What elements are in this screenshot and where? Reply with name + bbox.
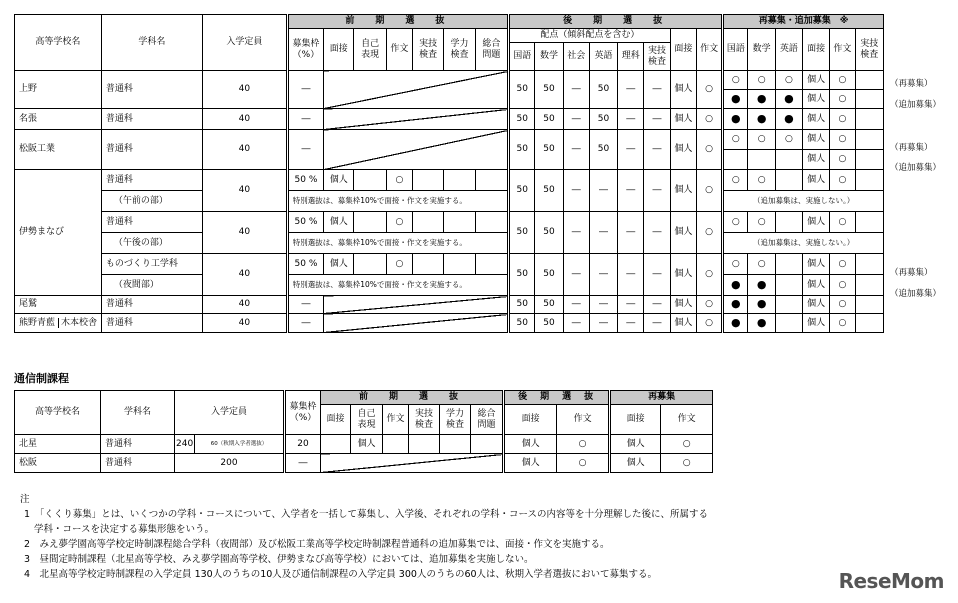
dept-name: 普通科: [101, 170, 202, 191]
diagonal-cell: [324, 109, 509, 130]
header-re-col: 面接: [803, 29, 830, 71]
note-1b: 学科・コースを決定する募集形態をいう。: [34, 524, 215, 535]
school-name: 熊野青藍 木本校舎: [15, 314, 102, 333]
school-name: 尾鷲: [15, 296, 102, 314]
score: ―: [563, 109, 589, 130]
tsuika-mark: [855, 90, 883, 109]
side-label-re: （再募集）: [890, 268, 933, 278]
re-mark: ○: [775, 130, 802, 150]
capacity: 40: [202, 170, 287, 212]
sakubun: ○: [696, 109, 722, 130]
special-note: 特別選抜は、募集枠10%で面接・作文を実施する。: [287, 191, 508, 212]
score: 50: [589, 130, 617, 170]
quota: ―: [287, 314, 323, 333]
capacity: 40: [202, 296, 287, 314]
re-mark: ○: [748, 170, 775, 191]
capacity: 40: [202, 212, 287, 254]
dept-name: 普通科: [101, 212, 202, 233]
tsuika-mark: [855, 109, 883, 130]
quota: 50 %: [287, 170, 323, 191]
zenki-mensetsu: 個人: [324, 254, 354, 275]
score: ―: [618, 296, 644, 314]
zenki-cell: [413, 170, 444, 191]
header-zenki-col: 面接: [324, 29, 354, 71]
tsuika-mark: ●: [775, 90, 802, 109]
header-kouki-subject: 英語: [589, 43, 617, 71]
re-mark: [855, 212, 883, 233]
mensetsu: 個人: [670, 109, 696, 130]
re-mark: ○: [830, 254, 855, 275]
re-mark: ○: [723, 71, 748, 90]
tsuika-mark: ●: [748, 314, 775, 333]
tsuika-mark: 個人: [803, 109, 830, 130]
school-name: 松阪: [15, 454, 101, 473]
header-zenki-col: 総合 問題: [471, 405, 504, 435]
zenki-cell: [440, 435, 471, 454]
diagonal-cell: [324, 130, 509, 170]
sakubun: ○: [696, 296, 722, 314]
re-mark: 個人: [803, 130, 830, 150]
dept-name: 普通科: [101, 435, 175, 454]
re-mark: 個人: [803, 71, 830, 90]
note-3: 3 昼間定時制課程（北星高等学校、みえ夢学園高等学校、伊勢まなび高等学校）においては、追加募集を実施しない。: [24, 554, 534, 565]
header-kouki-subject: 実技 検査: [644, 43, 670, 71]
score: ―: [618, 212, 644, 254]
zenki-cell: [354, 170, 386, 191]
score: ―: [644, 212, 670, 254]
score: 50: [509, 212, 535, 254]
header-zenki-col: 自己 表現: [354, 29, 386, 71]
zenki-cell: [475, 212, 508, 233]
header-kouki-subject: 社会: [563, 43, 589, 71]
header-capacity: 入学定員: [175, 391, 285, 435]
score: 50: [509, 170, 535, 212]
score: 50: [535, 212, 563, 254]
zenki-sakubun: ○: [386, 170, 412, 191]
header-dept: 学科名: [101, 391, 175, 435]
kouki-mensetsu: 個人: [504, 454, 557, 473]
quota: 20: [285, 435, 321, 454]
special-note: 特別選抜は、募集枠10%で面接・作文を実施する。: [287, 233, 508, 254]
score: ―: [589, 170, 617, 212]
zenki-jiko: 個人: [351, 435, 383, 454]
mensetsu: 個人: [670, 212, 696, 254]
header-zenki-col: 作文: [386, 29, 412, 71]
score: ―: [563, 130, 589, 170]
header-kouki: 後 期 選 抜: [509, 15, 723, 29]
re-mark: ○: [748, 130, 775, 150]
side-label-tsuika: （追加募集）: [890, 100, 942, 110]
mensetsu: 個人: [670, 296, 696, 314]
re-mark: ○: [748, 71, 775, 90]
re-mark: ○: [775, 71, 802, 90]
note-4: 4 北星高等学校定時制課程の入学定員 130人のうちの10人及び通信制課程の入学定員 300人のうちの60人は、秋期入学者選抜において募集する。: [24, 569, 658, 580]
tsushin-table: [14, 390, 713, 473]
header-zenki-col: 面接: [321, 405, 351, 435]
zenki-cell: [475, 170, 508, 191]
tsuika-mark: 個人: [803, 90, 830, 109]
header-re-mensetsu: 面接: [610, 405, 661, 435]
capacity: 240: [175, 435, 195, 454]
main-admission-table: [14, 14, 884, 333]
zenki-cell: [413, 212, 444, 233]
re-mark: ○: [830, 212, 855, 233]
tsuika-mark: ●: [775, 109, 802, 130]
header-kouki-subject: 数学: [535, 43, 563, 71]
header-zenki-col: 学力 検査: [444, 29, 475, 71]
side-label-re: （再募集）: [890, 143, 933, 153]
re-mark: ○: [830, 71, 855, 90]
score: ―: [618, 314, 644, 333]
quota: ―: [287, 109, 323, 130]
tsuika-mark: ●: [723, 296, 748, 314]
score: ―: [644, 109, 670, 130]
footnotes: [20, 492, 708, 582]
quota: 50 %: [287, 212, 323, 233]
dept-name: 普通科: [101, 314, 202, 333]
score: 50: [589, 71, 617, 109]
tsuika-mark: [855, 275, 883, 296]
score: ―: [618, 109, 644, 130]
resemom-logo: ReseMom: [838, 569, 944, 593]
tsuika-mark: [775, 314, 802, 333]
score: ―: [644, 254, 670, 296]
capacity: 200: [175, 454, 285, 473]
no-tsuika-note: （追加募集は、実施しない。）: [723, 191, 884, 212]
score: ―: [589, 314, 617, 333]
capacity: 40: [202, 130, 287, 170]
tsuika-mark: ○: [830, 90, 855, 109]
score: ―: [563, 254, 589, 296]
kouki-sakubun: ○: [557, 435, 610, 454]
quota: 50 %: [287, 254, 323, 275]
header-zenki-col: 学力 検査: [440, 405, 471, 435]
zenki-cell: [321, 435, 351, 454]
sakubun: ○: [696, 314, 722, 333]
score: ―: [563, 314, 589, 333]
side-label-tsuika: （追加募集）: [890, 163, 942, 173]
re-mark: ○: [723, 212, 748, 233]
mensetsu: 個人: [670, 170, 696, 212]
re-mark: ○: [748, 254, 775, 275]
score: ―: [618, 170, 644, 212]
tsuika-mark: ●: [723, 90, 748, 109]
dept-name: 普通科: [101, 130, 202, 170]
re-mark: ○: [830, 170, 855, 191]
tsuika-mark: 個人: [803, 150, 830, 170]
header-quota: 募集枠 （%）: [285, 391, 321, 435]
header-zenki-col: 自己 表現: [351, 405, 383, 435]
note-2: 2 みえ夢学園高等学校定時制課程総合学科（夜間部）及び松阪工業高等学校定時制課程普通科の追加募集では、面接・作文を実施する。: [24, 539, 610, 550]
re-sakubun: ○: [661, 454, 713, 473]
header-quota: 募集枠 （%）: [287, 29, 323, 71]
section-title: 通信制課程: [14, 372, 69, 385]
tsuika-mark: [855, 314, 883, 333]
zenki-cell: [354, 212, 386, 233]
zenki-cell: [383, 435, 409, 454]
header-re-col: 作文: [830, 29, 855, 71]
sakubun: ○: [696, 130, 722, 170]
school-name: 名張: [15, 109, 102, 130]
re-mark: [855, 254, 883, 275]
quota: ―: [287, 130, 323, 170]
zenki-sakubun: ○: [386, 212, 412, 233]
header-kouki-subject: 理科: [618, 43, 644, 71]
score: 50: [509, 109, 535, 130]
dept-name: ものづくり工学科: [101, 254, 202, 275]
score: ―: [563, 212, 589, 254]
tsuika-mark: [775, 296, 802, 314]
sakubun: ○: [696, 170, 722, 212]
tsuika-mark: ●: [748, 296, 775, 314]
header-kouki-sakubun: 作文: [557, 405, 610, 435]
zenki-cell: [409, 435, 440, 454]
notes-label: 注: [20, 494, 30, 505]
mensetsu: 個人: [670, 71, 696, 109]
zenki-cell: [354, 254, 386, 275]
tsuika-mark: 個人: [803, 296, 830, 314]
re-mark: ○: [748, 212, 775, 233]
tsuika-mark: [855, 150, 883, 170]
tsuika-mark: ●: [748, 90, 775, 109]
header-haiten: 配点（傾斜配点を含む）: [509, 29, 671, 43]
zenki-sakubun: ○: [386, 254, 412, 275]
school-name: 松阪工業: [15, 130, 102, 170]
score: ―: [618, 130, 644, 170]
note-1a: 1 「くくり募集」とは、いくつかの学科・コースについて、入学者を一括して募集し、入学後、それぞれの学科・コースの内容等を十分理解した後に、所属する: [24, 509, 708, 520]
header-re: 再募集・追加募集 ※: [723, 15, 884, 29]
score: ―: [618, 254, 644, 296]
tsuika-mark: ○: [830, 109, 855, 130]
re-mark: ○: [830, 130, 855, 150]
kouki-mensetsu: 個人: [504, 435, 557, 454]
diagonal-cell: [324, 71, 509, 109]
header-kouki: 後 期 選 抜: [504, 391, 610, 405]
score: ―: [618, 71, 644, 109]
re-mark: 個人: [803, 254, 830, 275]
quota: ―: [285, 454, 321, 473]
dept-sub: （夜間部）: [101, 275, 202, 296]
score: ―: [644, 71, 670, 109]
capacity: 40: [202, 109, 287, 130]
sakubun: ○: [696, 212, 722, 254]
header-zenki: 前 期 選 抜: [287, 15, 508, 29]
re-sakubun: ○: [661, 435, 713, 454]
re-mark: [855, 170, 883, 191]
score: 50: [535, 314, 563, 333]
dept-name: 普通科: [101, 296, 202, 314]
score: ―: [563, 71, 589, 109]
side-label-tsuika: （追加募集）: [890, 289, 942, 299]
score: 50: [535, 71, 563, 109]
zenki-cell: [444, 170, 475, 191]
special-note: 特別選抜は、募集枠10%で面接・作文を実施する。: [287, 275, 508, 296]
dept-name: 普通科: [101, 109, 202, 130]
re-mark: 個人: [803, 212, 830, 233]
re-mark: [855, 71, 883, 90]
score: ―: [563, 170, 589, 212]
re-mark: ○: [723, 130, 748, 150]
capacity: 40: [202, 71, 287, 109]
tsuika-mark: ●: [723, 314, 748, 333]
header-re-col: 英語: [775, 29, 802, 71]
score: ―: [644, 296, 670, 314]
mensetsu: 個人: [670, 130, 696, 170]
score: 50: [535, 109, 563, 130]
tsuika-mark: ○: [830, 314, 855, 333]
dept-sub: （午前の部）: [101, 191, 202, 212]
zenki-cell: [444, 212, 475, 233]
header-school: 高等学校名: [15, 15, 102, 71]
zenki-cell: [444, 254, 475, 275]
school-name: 北星: [15, 435, 101, 454]
re-mark: ○: [723, 170, 748, 191]
score: ―: [589, 254, 617, 296]
tsuika-mark: [748, 150, 775, 170]
tsuika-mark: ○: [830, 150, 855, 170]
score: 50: [509, 71, 535, 109]
header-re: 再募集: [610, 391, 713, 405]
diagonal-cell: [321, 454, 504, 473]
header-re-col: 実技 検査: [855, 29, 883, 71]
zenki-cell: [413, 254, 444, 275]
header-kouki-mensetsu: 面接: [504, 405, 557, 435]
header-kouki-sakubun: 作文: [696, 29, 722, 71]
diagonal-cell: [324, 296, 509, 314]
score: 50: [535, 254, 563, 296]
re-mark: 個人: [803, 170, 830, 191]
re-mark: [775, 170, 802, 191]
score: ―: [644, 170, 670, 212]
kouki-sakubun: ○: [557, 454, 610, 473]
re-mensetsu: 個人: [610, 435, 661, 454]
score: ―: [644, 130, 670, 170]
tsuika-mark: 個人: [803, 314, 830, 333]
tsuika-mark: ○: [830, 296, 855, 314]
tsuika-mark: ○: [830, 275, 855, 296]
school-name: 伊勢まなび: [15, 170, 102, 296]
dept-name: 普通科: [101, 71, 202, 109]
score: ―: [563, 296, 589, 314]
dept-name: 普通科: [101, 454, 175, 473]
header-kouki-mensetsu: 面接: [670, 29, 696, 71]
school-name: 上野: [15, 71, 102, 109]
header-dept: 学科名: [101, 15, 202, 71]
header-re-col: 国語: [723, 29, 748, 71]
quota: ―: [287, 296, 323, 314]
header-zenki-col: 実技 検査: [413, 29, 444, 71]
side-label-re: （再募集）: [890, 79, 933, 89]
score: ―: [644, 314, 670, 333]
header-zenki-col: 総合 問題: [475, 29, 508, 71]
diagonal-cell: [324, 314, 509, 333]
tsuika-mark: ●: [723, 275, 748, 296]
zenki-cell: [475, 254, 508, 275]
capacity: 40: [202, 314, 287, 333]
score: 50: [535, 170, 563, 212]
header-school: 高等学校名: [15, 391, 101, 435]
score: 50: [589, 109, 617, 130]
tsuika-mark: ●: [723, 109, 748, 130]
score: 50: [509, 314, 535, 333]
score: 50: [509, 296, 535, 314]
score: ―: [589, 212, 617, 254]
score: 50: [509, 254, 535, 296]
tsuika-mark: [775, 150, 802, 170]
header-zenki-col: 実技 検査: [409, 405, 440, 435]
header-zenki-col: 作文: [383, 405, 409, 435]
sakubun: ○: [696, 254, 722, 296]
tsuika-mark: [775, 275, 802, 296]
header-capacity: 入学定員: [202, 15, 287, 71]
tsuika-mark: ●: [748, 109, 775, 130]
score: 50: [535, 296, 563, 314]
header-re-col: 数学: [748, 29, 775, 71]
mensetsu: 個人: [670, 314, 696, 333]
header-re-sakubun: 作文: [661, 405, 713, 435]
header-kouki-subject: 国語: [509, 43, 535, 71]
no-tsuika-note: （追加募集は、実施しない。）: [723, 233, 884, 254]
header-zenki: 前 期 選 抜: [321, 391, 504, 405]
campus-name: 木本校舎: [58, 318, 97, 328]
re-mensetsu: 個人: [610, 454, 661, 473]
re-mark: [775, 254, 802, 275]
score: ―: [589, 296, 617, 314]
zenki-cell: [471, 435, 504, 454]
tsuika-mark: [855, 296, 883, 314]
score: 50: [535, 130, 563, 170]
mensetsu: 個人: [670, 254, 696, 296]
score: 50: [509, 130, 535, 170]
zenki-mensetsu: 個人: [324, 170, 354, 191]
capacity: 40: [202, 254, 287, 296]
quota: ―: [287, 71, 323, 109]
tsuika-mark: ●: [748, 275, 775, 296]
dept-sub: （午後の部）: [101, 233, 202, 254]
re-mark: ○: [723, 254, 748, 275]
zenki-mensetsu: 個人: [324, 212, 354, 233]
re-mark: [775, 212, 802, 233]
sakubun: ○: [696, 71, 722, 109]
capacity-note: 60（秋期入学者選抜）: [195, 435, 285, 454]
re-mark: [855, 130, 883, 150]
tsuika-mark: 個人: [803, 275, 830, 296]
tsuika-mark: [723, 150, 748, 170]
